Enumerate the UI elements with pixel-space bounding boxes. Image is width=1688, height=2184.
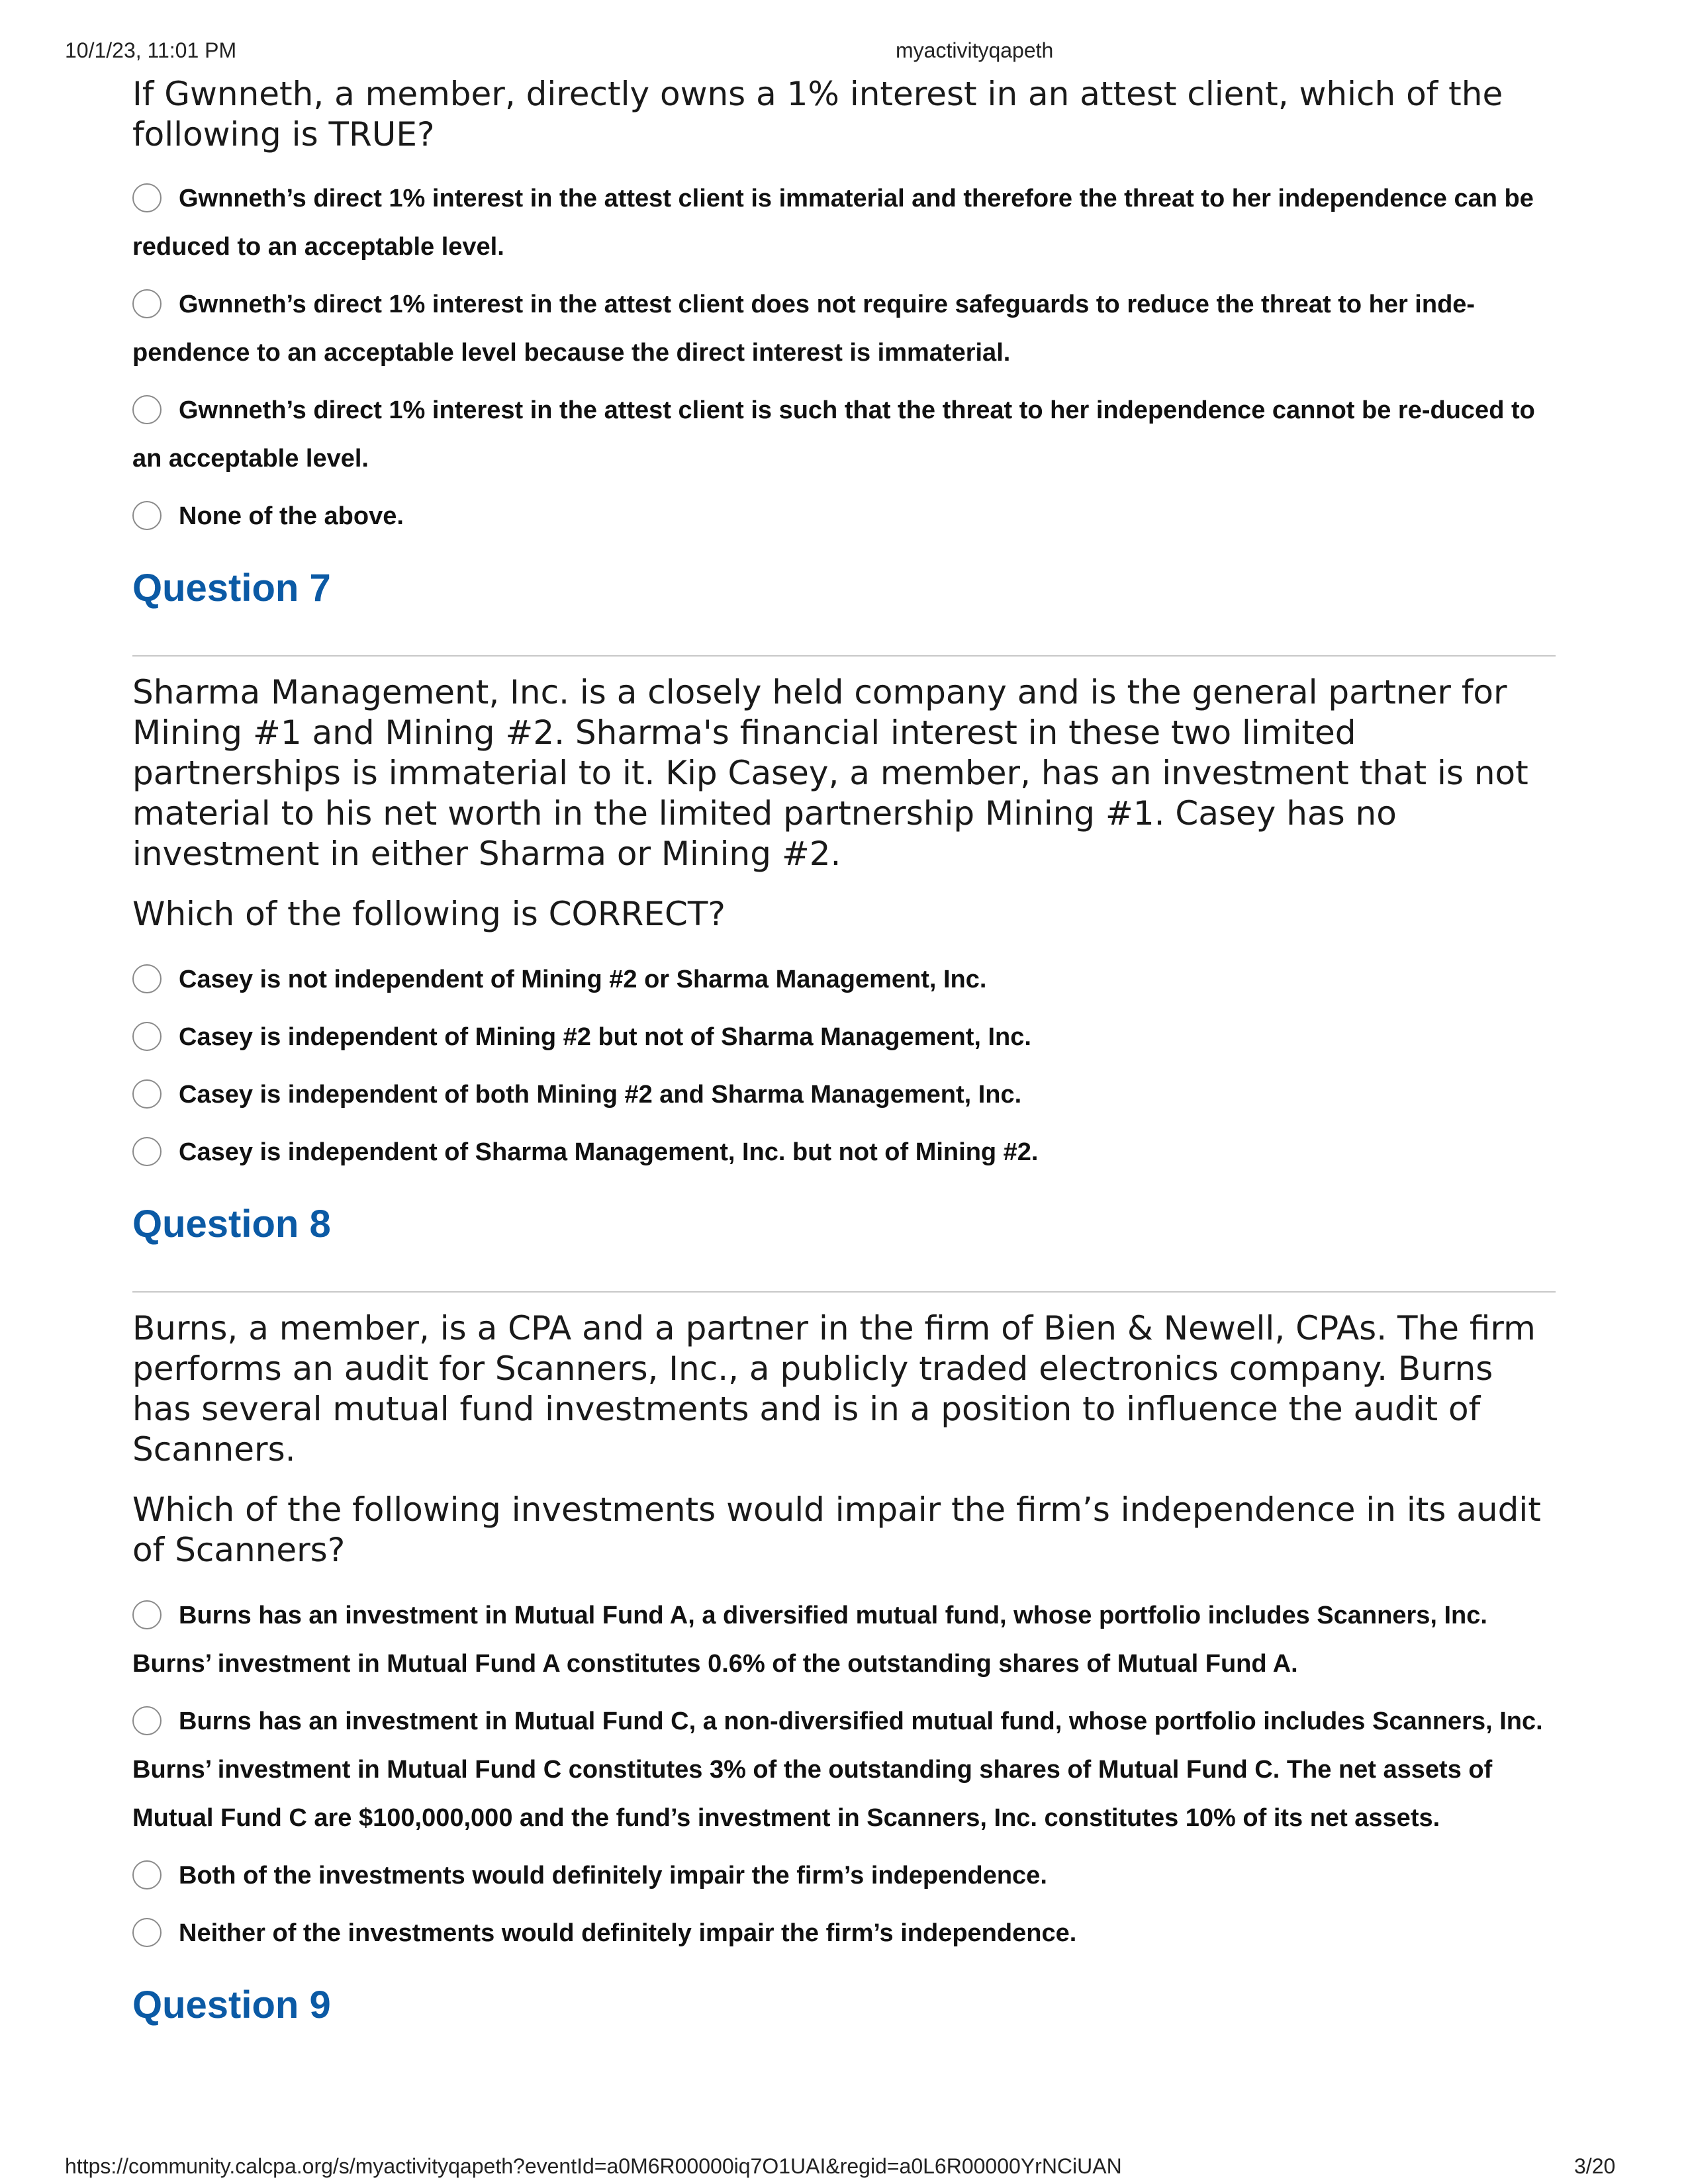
radio-button[interactable] bbox=[132, 1137, 162, 1166]
print-page-title: myactivityqapeth bbox=[896, 38, 1054, 62]
question-8-option[interactable] bbox=[132, 1698, 1556, 1843]
option-label: Casey is independent of Sharma Management, Inc. but not of Mining #2. bbox=[179, 1138, 1039, 1166]
divider bbox=[132, 1291, 1556, 1293]
question-6-option[interactable] bbox=[132, 492, 1556, 541]
radio-button[interactable] bbox=[132, 501, 162, 530]
question-9-heading: Question 9 bbox=[132, 1983, 331, 2026]
option-label: Gwnneth’s direct 1% interest in the attest client does not require safeguards to reduce the threat to her inde-pendence to an acceptable level because the direct interest is immaterial. bbox=[132, 291, 1476, 367]
question-6-option[interactable] bbox=[132, 281, 1556, 377]
radio-button[interactable] bbox=[132, 289, 162, 318]
option-label: Burns has an investment in Mutual Fund C, a non-diversified mutual fund, whose portfolio includes Scanners, Inc. Burns’ investment in Mutual Fund C constitutes 3% of the outstanding shares of Mutual Fund C. The net assets of Mutual Fund C are $100,000,000 and the fund’s investment in Scanners, Inc. constitutes 10% of its net assets. bbox=[132, 1707, 1543, 1832]
option-label: Neither of the investments would definitely impair the firm’s independence. bbox=[179, 1919, 1077, 1947]
question-8-prompt: Which of the following investments would impair the firm’s independence in its audit of Scanners? bbox=[132, 1490, 1541, 1569]
question-content bbox=[132, 74, 1556, 2072]
print-page-number: 3/20 bbox=[1574, 2154, 1616, 2178]
print-datetime: 10/1/23, 11:01 PM bbox=[65, 38, 237, 62]
option-label: Casey is independent of Mining #2 but not of Sharma Management, Inc. bbox=[179, 1023, 1031, 1051]
option-label: Casey is independent of both Mining #2 and Sharma Management, Inc. bbox=[179, 1081, 1022, 1109]
radio-button[interactable] bbox=[132, 1706, 162, 1735]
option-label: None of the above. bbox=[179, 502, 404, 530]
question-7-text: Sharma Management, Inc. is a closely held company and is the general partner for Mining #1 and Mining #2. Sharma's financial interest in these two limited partnerships is immaterial to it. Kip Casey, a member, has an investment that is not material to his net worth in the limited partnership Mining #1. Casey has no investment in either Sharma or Mining #2. bbox=[132, 673, 1528, 873]
option-label: Both of the investments would definitely impair the firm’s independence. bbox=[179, 1862, 1047, 1889]
radio-button[interactable] bbox=[132, 1079, 162, 1109]
question-7-option[interactable] bbox=[132, 1128, 1556, 1177]
question-6-text: If Gwnneth, a member, directly owns a 1% interest in an attest client, which of the following is TRUE? bbox=[132, 75, 1503, 154]
question-6-options bbox=[132, 175, 1556, 541]
option-label: Gwnneth’s direct 1% interest in the attest client is immaterial and therefore the threat to her independence can be reduced to an acceptable level. bbox=[132, 185, 1534, 261]
option-label: Gwnneth’s direct 1% interest in the attest client is such that the threat to her independence cannot be re-duced to an acceptable level. bbox=[132, 396, 1535, 473]
radio-button[interactable] bbox=[132, 183, 162, 212]
question-7-prompt: Which of the following is CORRECT? bbox=[132, 895, 726, 933]
question-7-option[interactable] bbox=[132, 1013, 1556, 1062]
question-6-option[interactable] bbox=[132, 387, 1556, 483]
question-7-option[interactable] bbox=[132, 1071, 1556, 1119]
print-url: https://community.calcpa.org/s/myactivityqapeth?eventId=a0M6R00000iq7O1UAI&regid=a0L6R00000YrNCiUAN bbox=[65, 2154, 1122, 2178]
divider bbox=[132, 655, 1556, 657]
question-8-text: Burns, a member, is a CPA and a partner in the firm of Bien & Newell, CPAs. The firm performs an audit for Scanners, Inc., a publicly traded electronics company. Burns has several mutual fund investments and is in a position to influence the audit of Scanners. bbox=[132, 1309, 1536, 1469]
radio-button[interactable] bbox=[132, 1600, 162, 1629]
radio-button[interactable] bbox=[132, 1918, 162, 1947]
question-7-heading: Question 7 bbox=[132, 567, 331, 610]
question-7-option[interactable] bbox=[132, 956, 1556, 1004]
option-label: Casey is not independent of Mining #2 or Sharma Management, Inc. bbox=[179, 966, 987, 993]
question-8-heading: Question 8 bbox=[132, 1203, 331, 1246]
question-8-option[interactable] bbox=[132, 1852, 1556, 1900]
question-8-options bbox=[132, 1592, 1556, 1958]
option-label: Burns has an investment in Mutual Fund A, a diversified mutual fund, whose portfolio includes Scanners, Inc. Burns’ investment in Mutual Fund A constitutes 0.6% of the outstanding shares of Mutual Fund A. bbox=[132, 1602, 1487, 1678]
radio-button[interactable] bbox=[132, 395, 162, 424]
question-8-option[interactable] bbox=[132, 1909, 1556, 1958]
question-6-option[interactable] bbox=[132, 175, 1556, 271]
radio-button[interactable] bbox=[132, 1860, 162, 1889]
radio-button[interactable] bbox=[132, 964, 162, 993]
question-7-options bbox=[132, 956, 1556, 1177]
question-8-option[interactable] bbox=[132, 1592, 1556, 1688]
radio-button[interactable] bbox=[132, 1022, 162, 1051]
